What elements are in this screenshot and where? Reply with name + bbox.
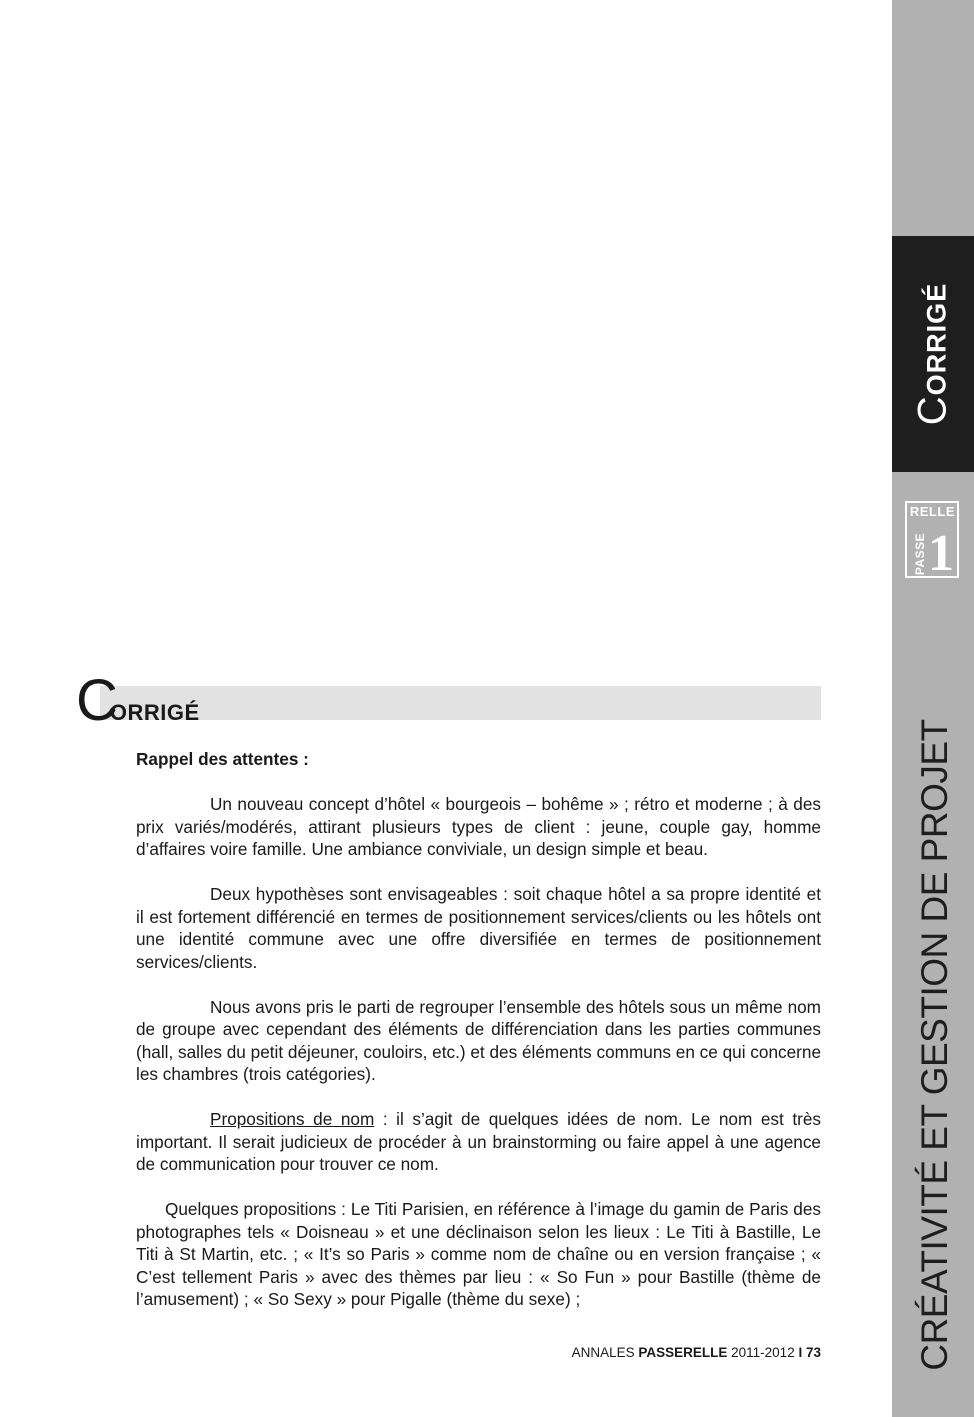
paragraph-4-text: : il s’agit de quelques idées de nom. Le nom est très important. Il serait judicieux de procéder à un brainstorming ou faire appel à une agence de communication pour trouver ce nom. <box>136 1109 821 1174</box>
corrige-tab-label <box>911 283 956 425</box>
sidebar <box>892 0 974 1417</box>
corrige-tab-rest: ORRIGÉ <box>921 282 952 396</box>
footer-annales: ANNALES <box>571 1345 639 1360</box>
section-heading-initial: C <box>76 668 118 733</box>
subheading-rappel: Rappel des attentes : <box>136 749 309 769</box>
section-vertical-title: CRÉATIVITÉ ET GESTION DE PROJET <box>914 719 955 1371</box>
propositions-de-nom-label: Propositions de nom <box>210 1109 375 1129</box>
corrige-tab <box>892 236 974 472</box>
footer-years: 2011-2012 <box>727 1345 799 1360</box>
passerelle-logo <box>905 501 959 582</box>
logo-relle-text: RELLE <box>909 504 955 519</box>
paragraph-4 <box>136 1108 821 1176</box>
section-heading <box>76 668 200 733</box>
page-footer <box>572 1345 821 1360</box>
paragraph-5: Quelques propositions : Le Titi Parisien, en référence à l’image du gamin de Paris des photographes tels « Doisneau » et une déclinaison selon les lieux : Le Titi à Bastille, Le Titi à St Martin, etc. ; « It’s so Paris » comme nom de chaîne ou en version française ; « C’est tellement Paris » avec des thèmes par lieu : « So Fun » pour Bastille (thème de l’amusement) ; « So Sexy » pour Pigalle (thème du sexe) ; <box>136 1199 821 1309</box>
section-heading-rest: ORRIGÉ <box>109 700 200 725</box>
corrige-tab-initial: C <box>910 395 955 426</box>
page-number: 73 <box>802 1345 821 1360</box>
logo-number: 1 <box>928 525 954 582</box>
paragraph-1: Un nouveau concept d’hôtel « bourgeois – bohême » ; rétro et moderne ; à des prix variés/modérés, attirant plusieurs types de client : jeune, couple gay, homme d’affaires voire famille. Une ambiance conviviale, un design simple et beau. <box>136 794 821 859</box>
logo-passe-text: PASSE <box>913 532 928 576</box>
section-heading-bar <box>100 686 821 720</box>
footer-separator: I <box>798 1345 803 1360</box>
paragraph-2: Deux hypothèses sont envisageables : soit chaque hôtel a sa propre identité et il est fortement différencié en termes de positionnement services/clients ou les hôtels ont une identité commune avec une offre diversifiée en termes de positionnement services/clients. <box>136 884 821 972</box>
main-content <box>136 748 821 1333</box>
paragraph-3: Nous avons pris le parti de regrouper l’ensemble des hôtels sous un même nom de groupe avec cependant des éléments de différenciation dans les parties communes (hall, salles du petit déjeuner, couloirs, etc.) et des éléments communs en ce qui concerne les chambres (trois catégories). <box>136 996 821 1084</box>
footer-passerelle: PASSERELLE <box>638 1345 728 1360</box>
